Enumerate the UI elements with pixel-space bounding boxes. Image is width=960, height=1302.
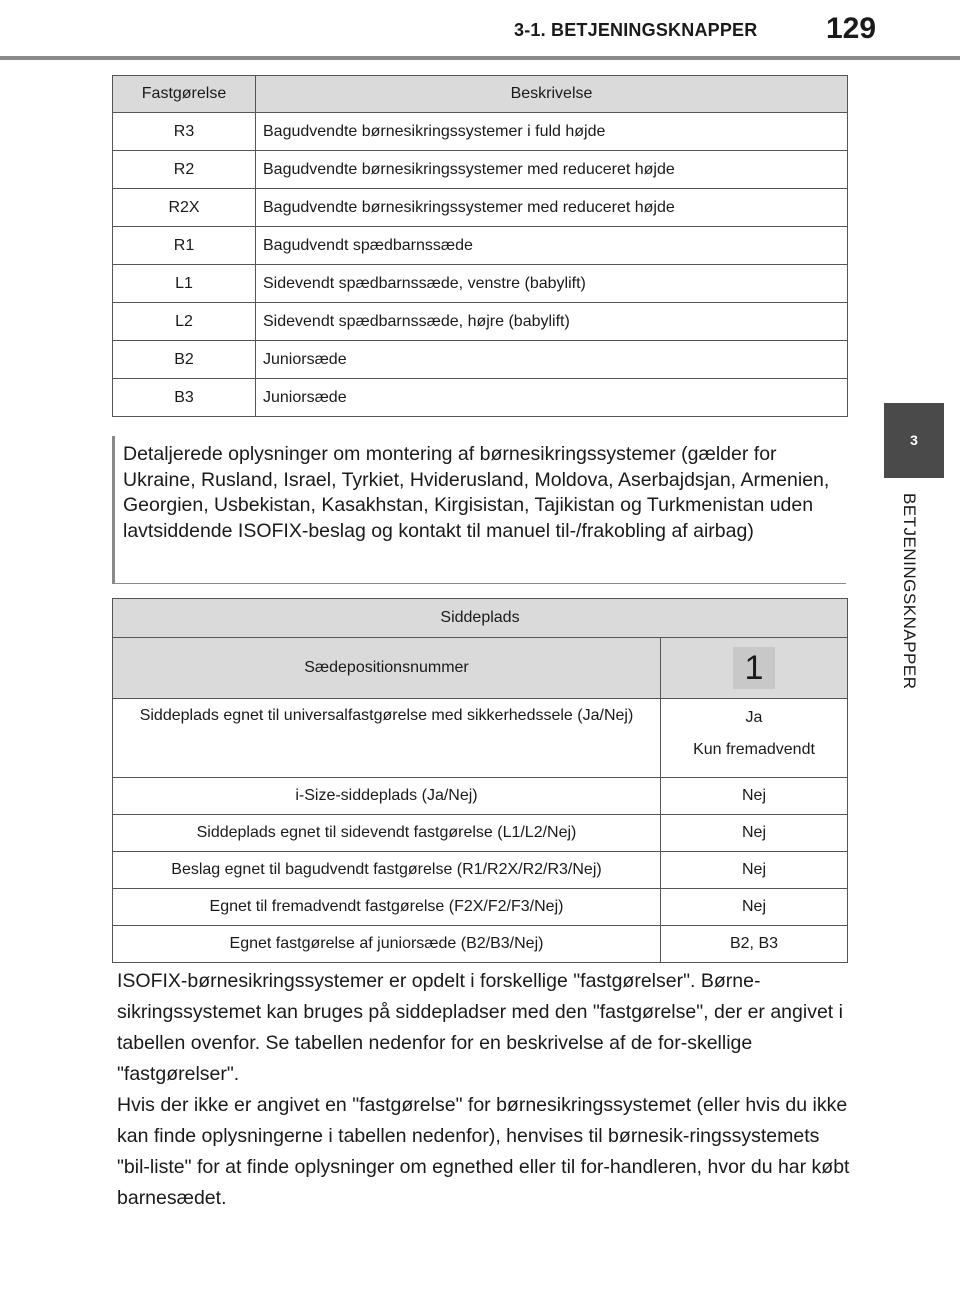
fixture-code: R2X (113, 189, 256, 227)
fixture-code: B2 (113, 341, 256, 379)
position-cell (661, 638, 848, 699)
table-row (113, 189, 848, 227)
fixture-description: Sidevendt spædbarnssæde, højre (babylift) (256, 303, 848, 341)
table-row (113, 815, 848, 852)
table-row (113, 227, 848, 265)
seating-table (112, 598, 848, 963)
value-line: Ja (745, 709, 763, 726)
fixture-code: B3 (113, 379, 256, 417)
fixture-code: R1 (113, 227, 256, 265)
paragraph: Hvis der ikke er angivet en "fastgørelse" for børnesikringssystemet (eller hvis du ikke kan finde oplysningerne i tabellen nedenfor), henvises til børnesik-ringssystemets "bil-liste" for at finde oplysninger om egnethed eller til for-handleren, hvor du har købt barnesædet. (117, 1094, 850, 1209)
row-value (661, 699, 848, 778)
row-value: Nej (661, 852, 848, 889)
table-row (113, 638, 848, 699)
section-title: 3-1. BETJENINGSKNAPPER (514, 20, 758, 40)
fixture-description: Bagudvendte børnesikringssystemer i fuld højde (256, 113, 848, 151)
table-row (113, 852, 848, 889)
fixture-description: Sidevendt spædbarnssæde, venstre (babylift) (256, 265, 848, 303)
table-row (113, 113, 848, 151)
page-number: 129 (826, 12, 877, 45)
note-text: Detaljerede oplysninger om montering af børnesikringssystemer (gælder for Ukraine, Rusland, Israel, Tyrkiet, Hviderusland, Moldova, Aserbajdsjan, Armenien, Georgien, Usbekistan, Kasakhstan, Kirgisistan, Tajikistan og Turkmenistan uden lavtsiddende ISOFIX-beslag og kontakt til manuel til-/frakobling af airbag) (123, 443, 830, 542)
row-value: Nej (661, 778, 848, 815)
fixture-code: R2 (113, 151, 256, 189)
table-row (113, 926, 848, 963)
fixture-code: R3 (113, 113, 256, 151)
fixture-table (112, 75, 848, 417)
column-header: Beskrivelse (256, 76, 848, 113)
table-header-row (113, 599, 848, 638)
row-label: Siddeplads egnet til sidevendt fastgørelse (L1/L2/Nej) (113, 815, 661, 852)
row-label: Egnet til fremadvendt fastgørelse (F2X/F2/F3/Nej) (113, 889, 661, 926)
chapter-label: BETJENINGSKNAPPER (900, 493, 919, 690)
table-row (113, 889, 848, 926)
table-header-row (113, 76, 848, 113)
note-box (112, 436, 846, 584)
table-row (113, 341, 848, 379)
row-value: Nej (661, 889, 848, 926)
row-label: i-Size-siddeplads (Ja/Nej) (113, 778, 661, 815)
fixture-code: L1 (113, 265, 256, 303)
row-value: B2, B3 (661, 926, 848, 963)
paragraph: ISOFIX-børnesikringssystemer er opdelt i forskellige "fastgørelser". Børne-sikringssystemet kan bruges på siddepladser med den "fastgørelse", der er angivet i tabellen ovenfor. Se tabellen nedenfor for en beskrivelse af de for-skellige "fastgørelser". (117, 970, 843, 1085)
table-row (113, 265, 848, 303)
row-label: Siddeplads egnet til universalfastgørelse med sikkerhedssele (Ja/Nej) (113, 699, 661, 778)
fixture-code: L2 (113, 303, 256, 341)
header-divider (0, 56, 960, 60)
table-row (113, 303, 848, 341)
table-row (113, 778, 848, 815)
column-header: Fastgørelse (113, 76, 256, 113)
fixture-description: Bagudvendte børnesikringssystemer med reduceret højde (256, 189, 848, 227)
fixture-description: Juniorsæde (256, 379, 848, 417)
table-row (113, 379, 848, 417)
row-label: Egnet fastgørelse af juniorsæde (B2/B3/Nej) (113, 926, 661, 963)
position-label: Sædepositionsnummer (113, 638, 661, 699)
seating-header: Siddeplads (113, 599, 848, 638)
table-row (113, 151, 848, 189)
body-text (117, 966, 852, 1214)
chapter-tab: 3 (884, 403, 944, 478)
fixture-description: Juniorsæde (256, 341, 848, 379)
value-line: Kun fremadvendt (693, 741, 815, 758)
fixture-description: Bagudvendte børnesikringssystemer med reduceret højde (256, 151, 848, 189)
row-value: Nej (661, 815, 848, 852)
seat-position-number: 1 (733, 647, 775, 689)
table-row (113, 699, 848, 778)
row-label: Beslag egnet til bagudvendt fastgørelse (R1/R2X/R2/R3/Nej) (113, 852, 661, 889)
fixture-description: Bagudvendt spædbarnssæde (256, 227, 848, 265)
